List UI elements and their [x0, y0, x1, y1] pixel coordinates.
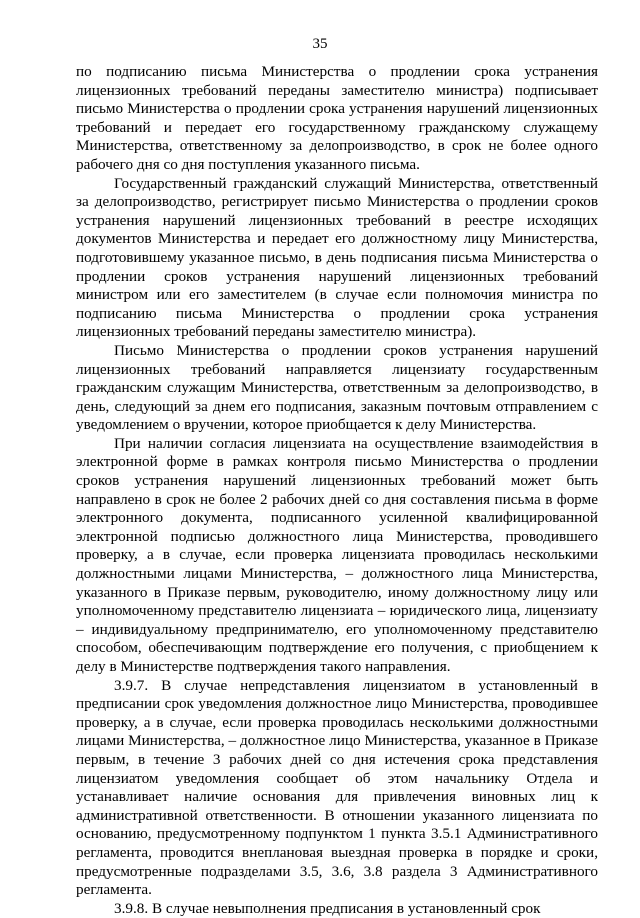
- paragraph-electronic-form: При наличии согласия лицензиата на осуществление взаимодействия в электронной форме в рамках контроля письмо Министерства о продлении сроков устранения нарушений лицензионных требований может быть направлено в срок не более 2 рабочих дней со дня составления письма в форме электронного документа, подписанного усиленной квалифицированной электронной подписью должностного лица Министерства, проводившего проверку, а в случае, если проверка лицензиата проводилась несколькими должностными лицами Министерства, – должностного лица Министерства, указанного в Приказе первым, руководителю, иному должностному лицу или уполномоченному представителю лицензиата – юридического лица, лицензиату – индивидуальному предпринимателю, его уполномоченному представителю способом, обеспечивающим подтверждение его получения, с приобщением к делу в Министерстве подтверждения такого направления.: [76, 434, 598, 675]
- paragraph-clause-3-9-8: 3.9.8. В случае невыполнения предписания в установленный срок: [114, 899, 541, 917]
- paragraph-registration: Государственный гражданский служащий Министерства, ответственный за делопроизводство, регистрирует письмо Министерства о продлении сроков устранения нарушений лицензионных требований в реестре исходящих документов Министерства и передает его должностному лицу Министерства, подготовившему указанное письмо, в день подписания письма Министерства о продлении сроков устранения нарушений лицензионных требований министром или его заместителем (в случае если полномочия министра по подписанию письма Министерства о продлении срока устранения лицензионных требований переданы заместителю министра).: [76, 174, 598, 341]
- paragraph-continuation: по подписанию письма Министерства о продлении срока устранения лицензионных требований переданы заместителю министра) подписывает письмо Министерства о продлении срока устранения нарушений лицензионных требований и передает его государственному гражданскому служащему Министерства, ответственному за делопроизводство, в срок не более одного рабочего дня со дня поступления указанного письма.: [76, 63, 598, 173]
- paragraph-sending: Письмо Министерства о продлении сроков устранения нарушений лицензионных требований направляется лицензиату государственным гражданским служащим Министерства, ответственным за делопроизводство, в день, следующий за днем его подписания, заказным почтовым отправлением с уведомлением о вручении, которое приобщается к делу Министерства.: [76, 341, 598, 434]
- page-number: 35: [312, 36, 328, 52]
- paragraph-clause-3-9-7: 3.9.7. В случае непредставления лицензиатом в установленный в предписании срок уведомления должностное лицо Министерства, проводившее проверку, а в случае, если проверка проводилась несколькими должностными лицами Министерства, – должностное лицо Министерства, указанное в Приказе первым, в течение 3 рабочих дней со дня истечения срока представления лицензиатом уведомления сообщает об этом начальнику Отдела и устанавливает наличие основания для привлечения виновных лиц к административной ответственности. В отношении указанного лицензиата по основанию, предусмотренному подпунктом 1 пункта 3.5.1 Административного регламента, проводится внеплановая выездная проверка в порядке и сроки, предусмотренные подразделами 3.5, 3.6, 3.8 раздела 3 Административного регламента.: [76, 676, 598, 899]
- body-text: [76, 63, 598, 918]
